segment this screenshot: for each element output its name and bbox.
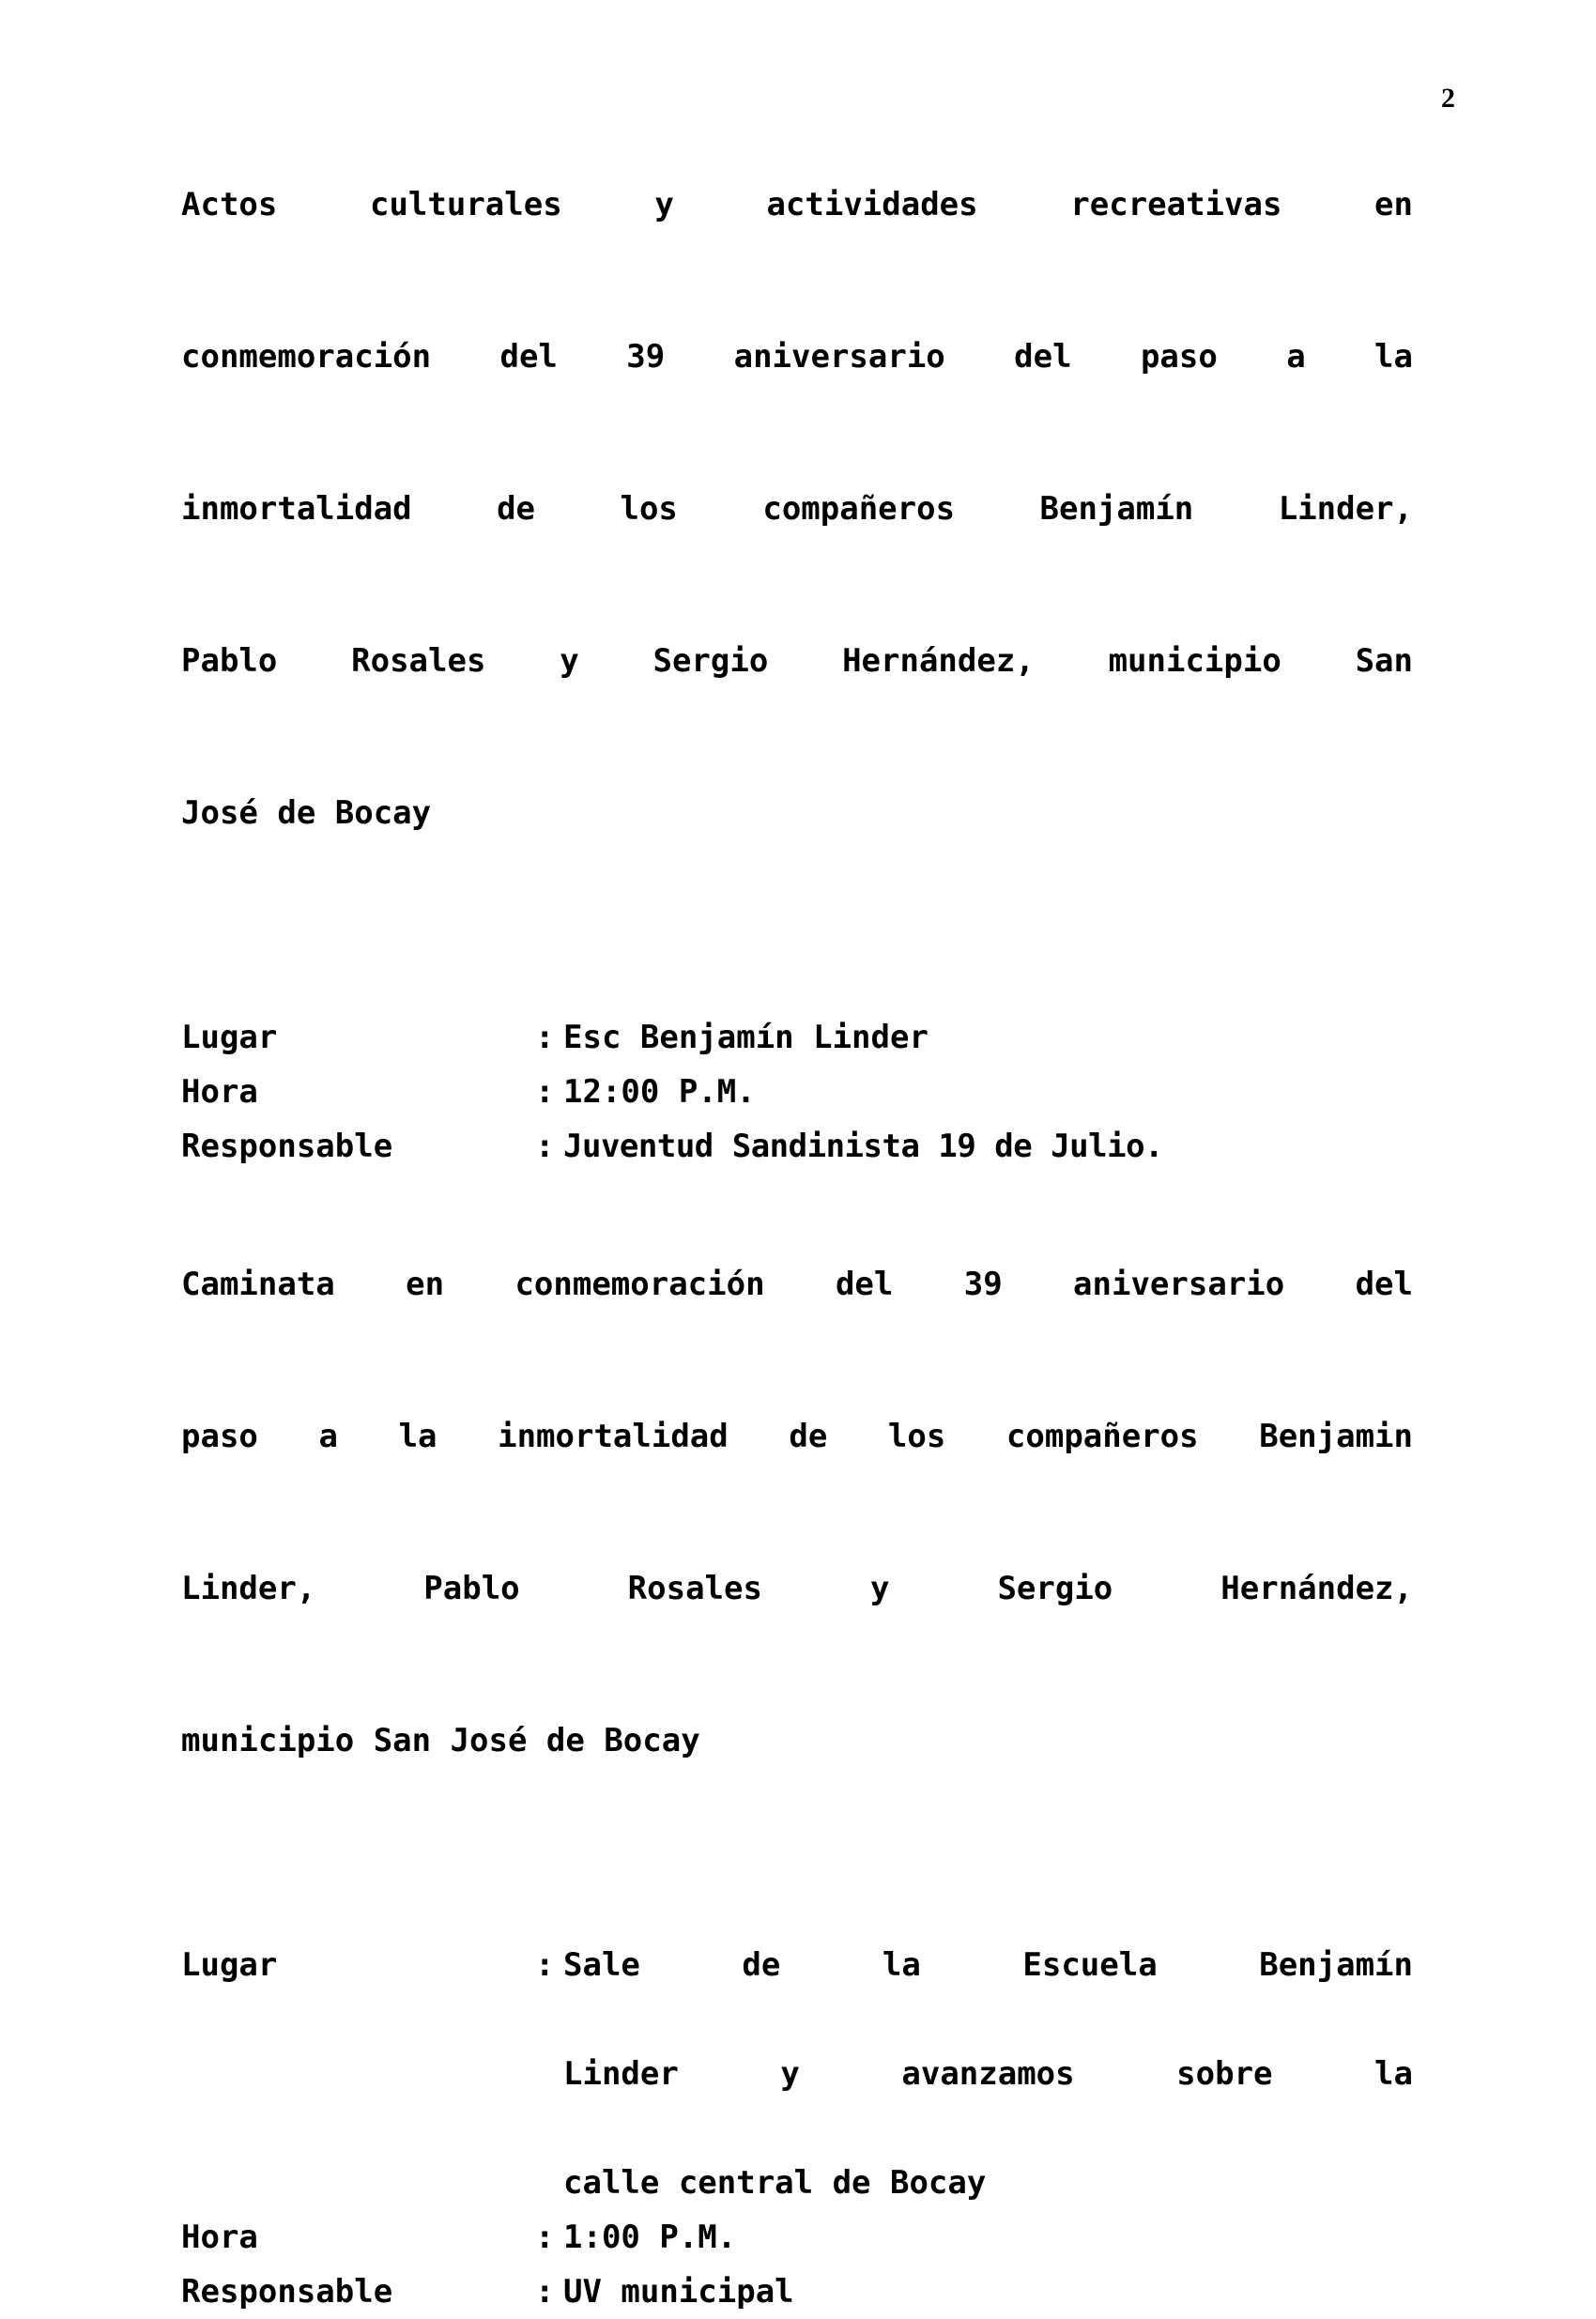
spacer xyxy=(181,1174,1413,1247)
page-number: 2 xyxy=(1441,83,1455,114)
detail-row-lugar xyxy=(181,1938,1413,2210)
detail-colon: : xyxy=(535,1019,555,1056)
details-block-section-2 xyxy=(181,1938,1413,2319)
paragraph-section-2 xyxy=(181,1247,1413,1855)
detail-value-line: Linder y avanzamos sobre la xyxy=(563,2055,1413,2093)
detail-value xyxy=(563,2265,1413,2319)
detail-value xyxy=(563,1119,1413,1174)
detail-colon: : xyxy=(535,1946,555,1984)
detail-label: Lugar xyxy=(181,1019,278,1056)
paragraph-line: paso a la inmortalidad de los compañeros Benjamin xyxy=(181,1418,1413,1455)
detail-colon: : xyxy=(535,2219,555,2256)
detail-value xyxy=(563,2210,1413,2265)
paragraph-line: conmemoración del 39 aniversario del paso a la xyxy=(181,338,1413,376)
detail-row-responsable xyxy=(181,2265,1413,2319)
spacer xyxy=(181,928,1413,1010)
detail-label: Responsable xyxy=(181,1128,393,1165)
detail-value xyxy=(563,1938,1413,2210)
detail-row-lugar xyxy=(181,1010,1413,1065)
detail-value xyxy=(563,1010,1413,1065)
detail-colon: : xyxy=(535,1073,555,1111)
detail-row-hora xyxy=(181,2210,1413,2265)
detail-value xyxy=(563,1065,1413,1119)
paragraph-line: Pablo Rosales y Sergio Hernández, municipio San xyxy=(181,642,1413,680)
detail-value-line: 12:00 P.M. xyxy=(563,1073,756,1111)
paragraph-line: José de Bocay xyxy=(181,794,432,832)
detail-row-responsable xyxy=(181,1119,1413,1174)
detail-label: Responsable xyxy=(181,2273,393,2311)
detail-value-line: Esc Benjamín Linder xyxy=(563,1019,928,1056)
document-body xyxy=(181,167,1413,2319)
detail-value-line: Sale de la Escuela Benjamín xyxy=(563,1946,1413,1984)
detail-value-line: Juventud Sandinista 19 de Julio. xyxy=(563,1128,1164,1165)
details-block-section-1 xyxy=(181,1010,1413,1174)
detail-value-line: calle central de Bocay xyxy=(563,2164,987,2202)
paragraph-line: Caminata en conmemoración del 39 aniversario del xyxy=(181,1266,1413,1303)
detail-label: Hora xyxy=(181,2219,258,2256)
detail-row-hora xyxy=(181,1065,1413,1119)
detail-label: Lugar xyxy=(181,1946,278,1984)
detail-value-line: 1:00 P.M. xyxy=(563,2219,737,2256)
paragraph-line: Actos culturales y actividades recreativas en xyxy=(181,186,1413,223)
detail-colon: : xyxy=(535,1128,555,1165)
paragraph-line: inmortalidad de los compañeros Benjamín Linder, xyxy=(181,490,1413,528)
detail-colon: : xyxy=(535,2273,555,2311)
detail-label: Hora xyxy=(181,1073,258,1111)
paragraph-line: municipio San José de Bocay xyxy=(181,1722,700,1759)
spacer xyxy=(181,1855,1413,1938)
paragraph-line: Linder, Pablo Rosales y Sergio Hernández, xyxy=(181,1570,1413,1607)
paragraph-section-1 xyxy=(181,167,1413,928)
detail-value-line: UV municipal xyxy=(563,2273,794,2311)
